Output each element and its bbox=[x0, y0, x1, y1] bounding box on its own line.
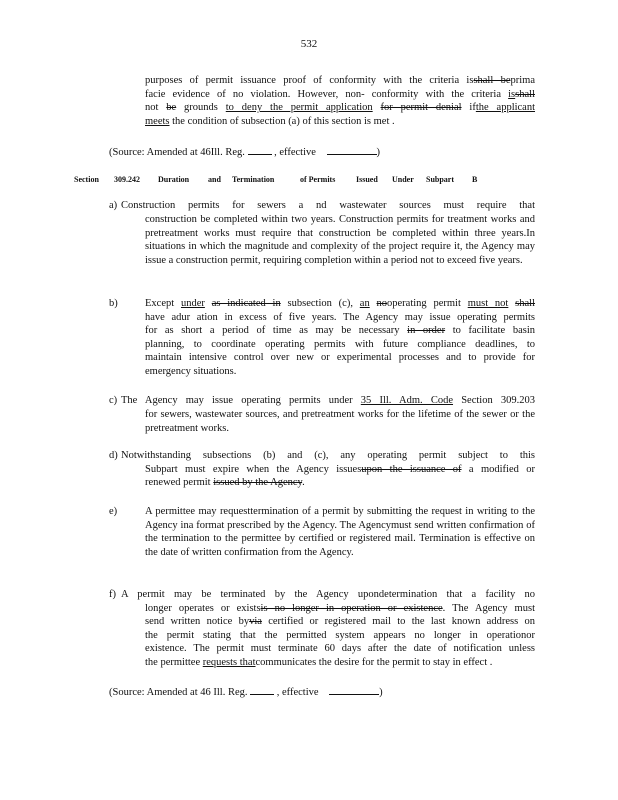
inserted-text: is bbox=[508, 88, 516, 100]
close-paren: ) bbox=[379, 687, 383, 698]
text-segment: have adur ation in excess of five years. The Agency may issue operating permits bbox=[145, 311, 535, 323]
deleted-text: as indicated in bbox=[211, 298, 281, 309]
date-blank bbox=[327, 145, 377, 155]
text-line bbox=[145, 297, 535, 311]
text-segment: the permittee bbox=[145, 656, 203, 668]
text-line bbox=[145, 365, 535, 379]
text-line bbox=[121, 602, 535, 616]
para-a-label: a) bbox=[109, 200, 118, 211]
para-f-label: f) bbox=[109, 589, 116, 600]
deleted-text: in order bbox=[407, 325, 446, 337]
para-c-text: The Agency may issue operating permits under bbox=[121, 395, 361, 406]
heading-word: Under bbox=[392, 175, 414, 184]
text-segment: a modified or bbox=[461, 463, 535, 475]
text-segment: emergency situations. bbox=[145, 365, 237, 377]
text-line bbox=[121, 463, 535, 477]
text-segment bbox=[373, 102, 381, 113]
text-line bbox=[145, 74, 535, 88]
heading-word: of Permits bbox=[300, 175, 336, 184]
inserted-text: under bbox=[180, 298, 205, 309]
inserted-text: meets bbox=[145, 115, 170, 127]
date-blank bbox=[329, 685, 379, 695]
source-text: (Source: Amended at 46Ill. Reg. bbox=[109, 147, 245, 158]
para-e-body: A permittee may requesttermination of a permit by submitting the request in writing to the Agency ina format prescribed by the Agency. The Agencymust send written confirmation of the termination to the permittee by certified or registered mail. Termination is effective on the date of written confirmation from the Agency. bbox=[145, 506, 535, 558]
text-segment: planning, to coordinate operating permits with future compliance deadlines, to bbox=[145, 338, 535, 350]
text-segment bbox=[370, 298, 377, 309]
heading-word: B bbox=[472, 175, 478, 184]
deleted-text: via bbox=[249, 616, 262, 628]
text-segment: the permit stating that the permitted system appears no longer in operationor bbox=[145, 629, 535, 641]
source-text: (Source: Amended at 46 Ill. Reg. bbox=[109, 687, 248, 698]
inserted-text: the applicant bbox=[475, 102, 536, 114]
deleted-text: upon the issuance of bbox=[361, 463, 462, 475]
para-d-label: d) bbox=[109, 450, 118, 461]
text-segment: A permit may be terminated by the Agency upondetermination that a facility no bbox=[121, 589, 535, 600]
deleted-text: no bbox=[376, 298, 388, 309]
deleted-text: issued by the Agency bbox=[213, 477, 303, 489]
page-number: 532 bbox=[300, 38, 318, 50]
text-line bbox=[145, 311, 535, 325]
intro-lines bbox=[145, 74, 535, 128]
text-line bbox=[145, 115, 535, 129]
text-line bbox=[121, 588, 535, 602]
text-segment: communicates the desire for the permit to stay in effect . bbox=[255, 656, 493, 668]
section-word: Section bbox=[74, 175, 99, 184]
effective-text: , effective bbox=[276, 687, 319, 698]
text-line bbox=[121, 629, 535, 643]
text-line bbox=[121, 476, 535, 490]
text-segment: Notwithstanding subsections (b) and (c), any operating permit subject to this bbox=[121, 450, 535, 461]
text-segment: maintain intensive control over new or experimental processes and to provide for bbox=[145, 352, 535, 364]
text-segment: Except bbox=[145, 298, 181, 309]
text-segment: purposes of permit issuance proof of conformity with the criteria is bbox=[145, 75, 474, 86]
section-number: 309.242 bbox=[114, 175, 140, 184]
text-line bbox=[121, 642, 535, 656]
para-f-body bbox=[121, 588, 535, 670]
deleted-text: shall bbox=[515, 88, 535, 100]
effective-text: , effective bbox=[274, 147, 316, 158]
heading-word: and bbox=[208, 175, 221, 184]
text-line bbox=[121, 449, 535, 463]
text-segment: facie evidence of no violation. However, non- conformity with the criteria bbox=[145, 88, 509, 100]
text-segment: operating permit bbox=[387, 298, 468, 309]
inserted-text: to deny the permit application bbox=[225, 102, 373, 114]
inserted-text: requests that bbox=[202, 656, 256, 668]
heading-word: Subpart bbox=[426, 175, 455, 184]
intro-paragraph bbox=[145, 74, 535, 128]
inserted-text: must not bbox=[467, 298, 509, 309]
text-segment: prima bbox=[510, 75, 535, 86]
para-b-body bbox=[145, 297, 535, 379]
text-segment: . The Agency must bbox=[442, 602, 535, 614]
text-segment: certified or registered mail to the last known address on bbox=[261, 616, 535, 628]
text-line bbox=[145, 324, 535, 338]
deleted-text: is no longer in operation or existence bbox=[260, 602, 443, 614]
text-segment bbox=[205, 298, 212, 309]
para-b-label: b) bbox=[109, 298, 118, 309]
para-c-text: Section 309.203 bbox=[453, 395, 535, 406]
source-note-1 bbox=[109, 145, 380, 160]
text-segment: subsection (c), bbox=[280, 298, 360, 309]
heading-word: Termination bbox=[232, 175, 275, 184]
heading-word: Duration bbox=[158, 175, 190, 184]
deleted-text: be bbox=[166, 102, 177, 114]
text-segment: renewed permit bbox=[145, 477, 214, 489]
inserted-text: an bbox=[359, 298, 370, 309]
text-line bbox=[145, 338, 535, 352]
para-c-label: c) bbox=[109, 395, 118, 406]
deleted-text: shall bbox=[515, 298, 536, 309]
text-segment: . bbox=[302, 477, 305, 489]
para-a-body: construction be completed within two years. Construction permits for treatment works and pretreatment works must require that construction be completed within three years.In situations in which the magnitude and complexity of the project require it, the Agency may issue a construction permit, requiring completion within a period not to exceed five years. bbox=[145, 214, 535, 266]
text-line bbox=[121, 656, 535, 670]
heading-word: Issued bbox=[356, 175, 378, 184]
text-segment: grounds bbox=[176, 102, 226, 114]
para-a-first: Construction permits for sewers a nd wastewater sources must require that bbox=[121, 200, 535, 211]
text-segment: Subpart must expire when the Agency issues bbox=[145, 463, 362, 475]
text-line bbox=[145, 88, 535, 102]
text-segment: if bbox=[461, 102, 476, 114]
source-note-2 bbox=[109, 685, 383, 700]
para-c-body: for sewers, wastewater sources, and pretreatment works for the lifetime of the sewer or the pretreatment works. bbox=[145, 409, 535, 434]
para-d-body bbox=[121, 449, 535, 490]
text-segment: longer operates or exists bbox=[145, 602, 261, 614]
text-line bbox=[145, 101, 535, 115]
text-segment: for as short a period of time as may be necessary bbox=[145, 325, 408, 337]
deleted-text: shall be bbox=[473, 75, 511, 86]
close-paren: ) bbox=[376, 147, 381, 158]
text-segment: existence. The permit must terminate 60 days after the date of notification unless bbox=[145, 643, 535, 655]
para-e-label: e) bbox=[109, 506, 118, 517]
text-segment: not bbox=[145, 102, 167, 114]
text-line bbox=[145, 351, 535, 365]
reg-blank bbox=[248, 145, 272, 155]
text-line bbox=[121, 615, 535, 629]
para-c-first bbox=[121, 394, 535, 408]
text-segment: the condition of subsection (a) of this section is met . bbox=[169, 115, 395, 127]
text-segment: to facilitate basin bbox=[445, 325, 535, 337]
text-segment: send written notice by bbox=[145, 616, 250, 628]
reg-blank bbox=[250, 685, 274, 695]
para-c-underlined: 35 Ill. Adm. Code bbox=[360, 395, 454, 406]
deleted-text: for permit denial bbox=[380, 102, 462, 114]
